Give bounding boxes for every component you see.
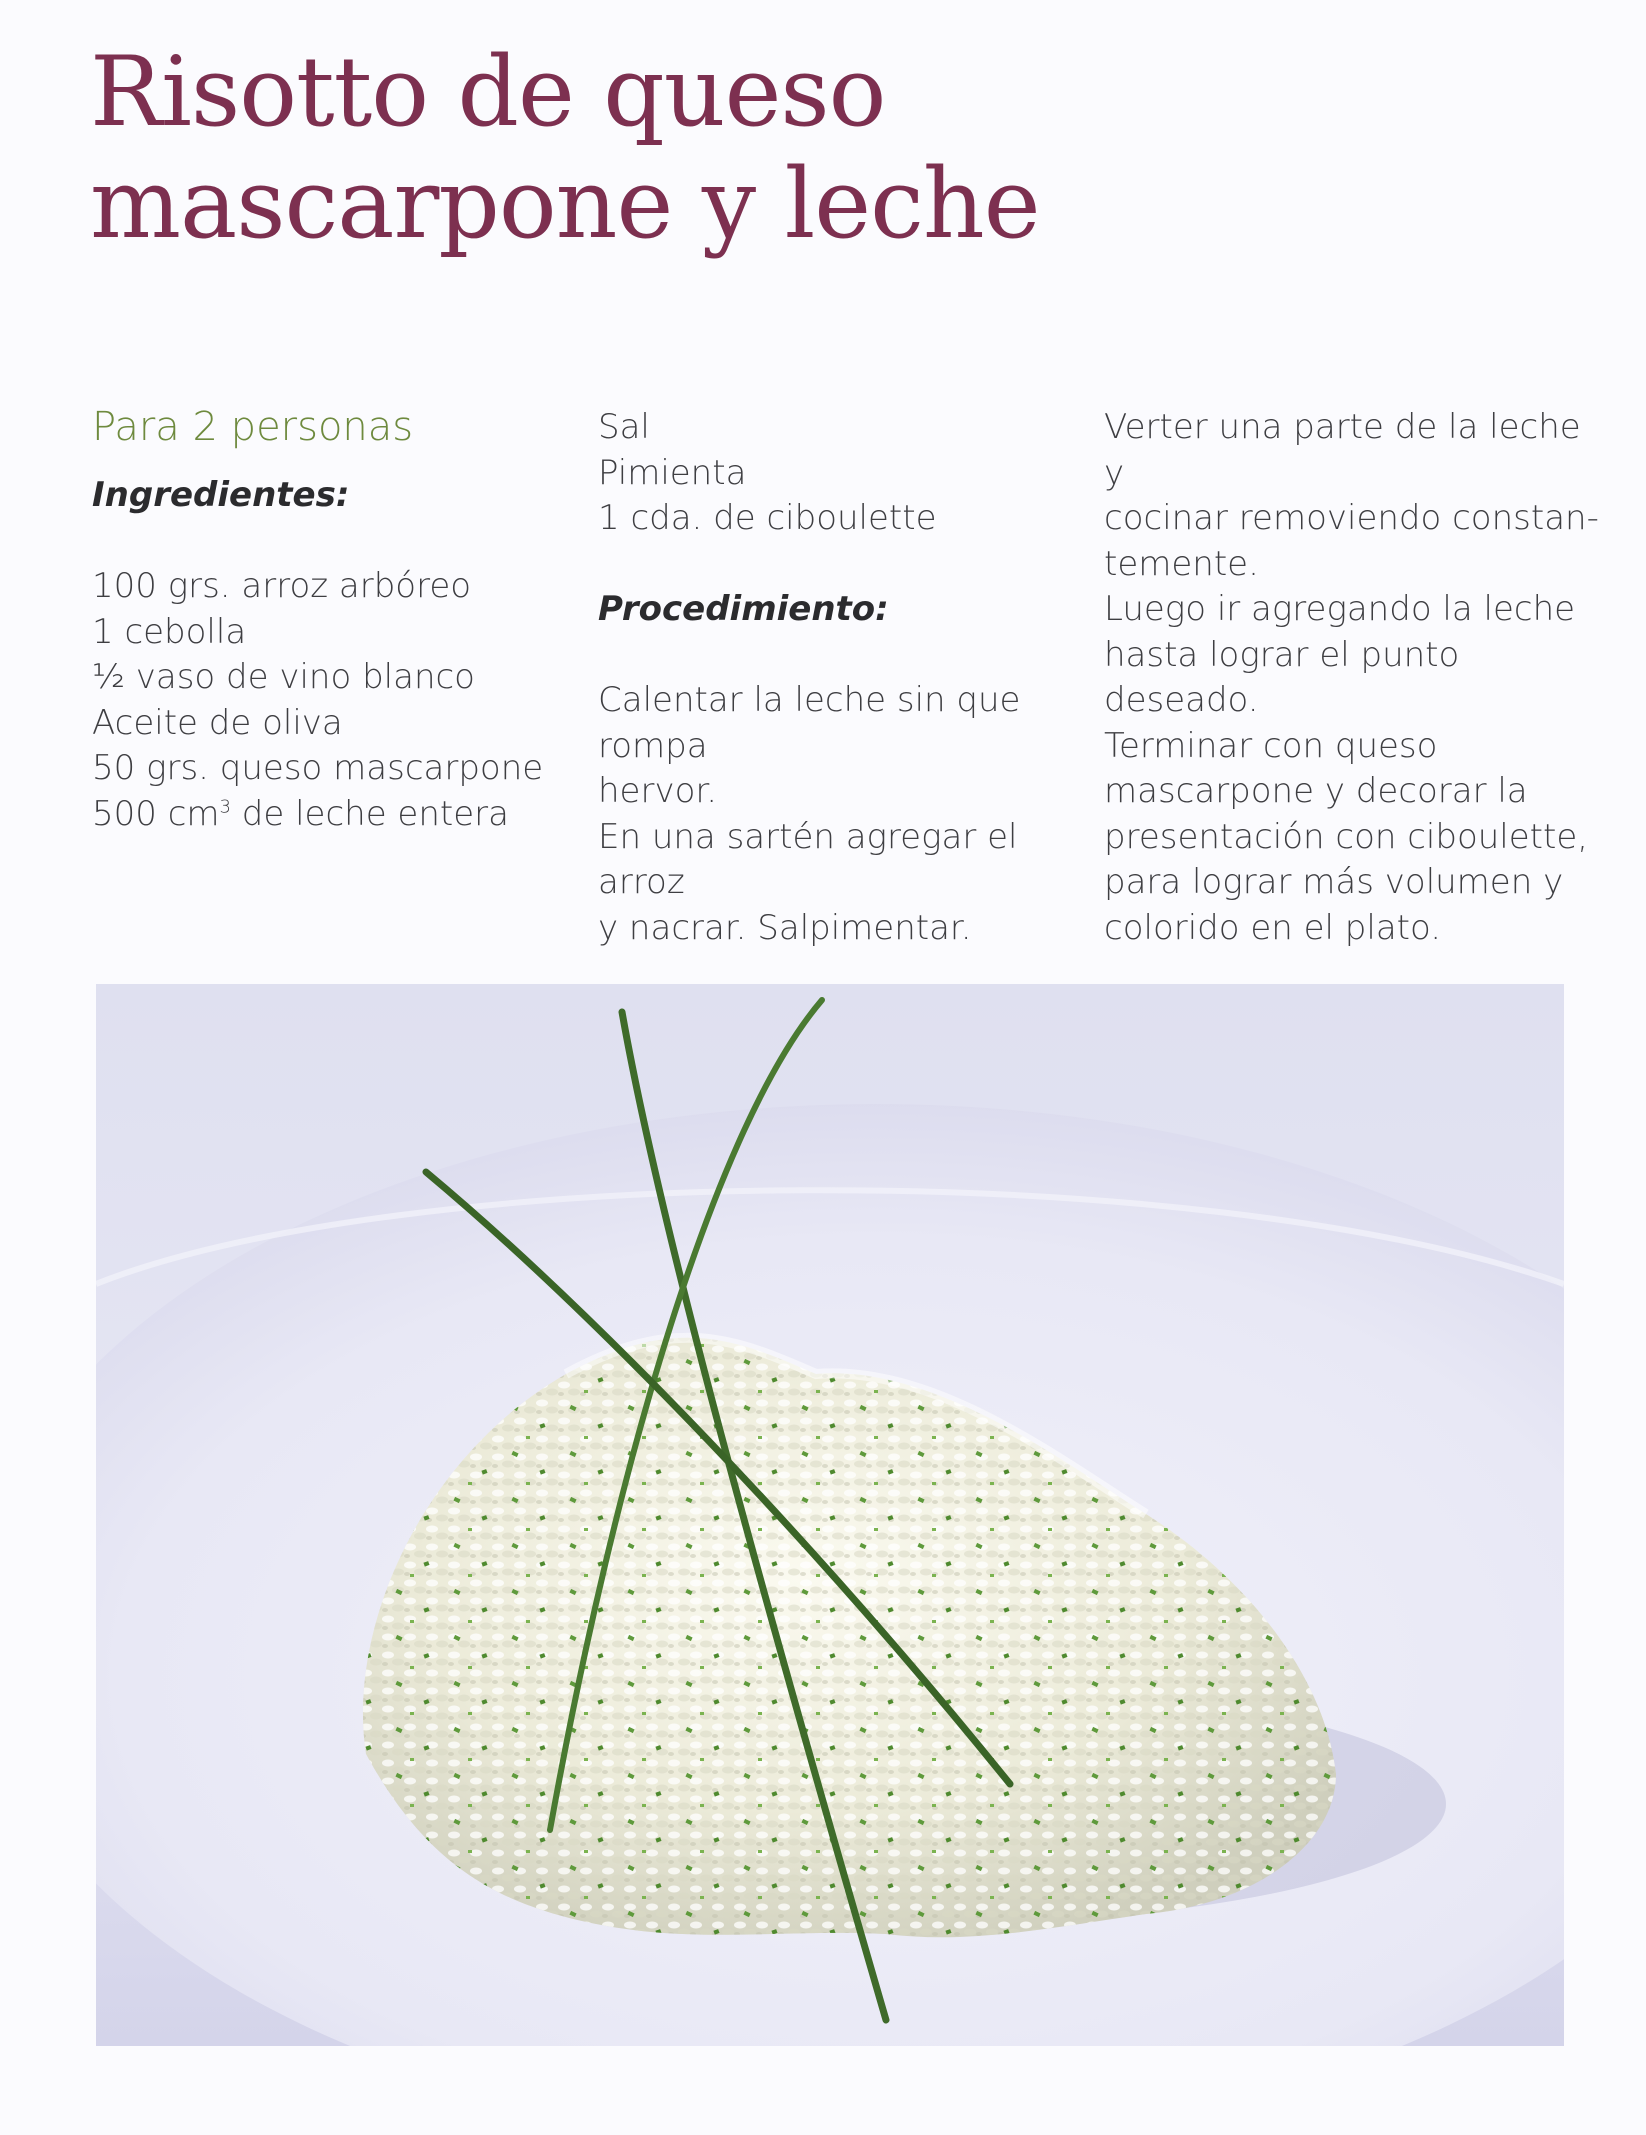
ingredient-item	[92, 792, 552, 838]
servings-label: Para 2 personas	[92, 404, 414, 450]
procedure-line: mascarpone y decorar la	[1104, 771, 1528, 811]
procedure-line: presentación con ciboulette,	[1104, 816, 1589, 857]
ingredient-milk-amount: 500 cm	[92, 793, 220, 834]
ingredient-item: Sal	[598, 407, 650, 447]
procedure-line: hervor.	[598, 771, 718, 811]
procedure-line: Terminar con queso	[1104, 725, 1438, 766]
ingredient-item: 100 grs. arroz arbóreo	[92, 566, 472, 606]
procedure-line: Calentar la leche sin que rompa	[598, 680, 1021, 766]
risotto-photo	[96, 984, 1564, 2046]
procedure-line: En una sartén agregar el arroz	[598, 816, 1018, 902]
procedure-line: para lograr más volumen y	[1104, 862, 1564, 902]
procedure-line: hasta lograr el punto deseado.	[1104, 634, 1460, 720]
cubic-exponent: 3	[219, 796, 231, 818]
ingredient-item: Aceite de oliva	[92, 702, 343, 743]
ingredient-milk-name: de leche entera	[230, 793, 509, 834]
recipe-title-line-1: Risotto de queso	[90, 36, 886, 148]
ingredient-item: 50 grs. queso mascarpone	[92, 748, 544, 788]
ingredient-item: ½ vaso de vino blanco	[92, 657, 475, 697]
procedure-line: colorido en el plato.	[1104, 907, 1442, 948]
procedure-heading: Procedimiento:	[598, 589, 889, 629]
procedure-line: temente.	[1104, 543, 1259, 584]
ingredient-item: 1 cda. de ciboulette	[598, 498, 937, 538]
procedure-line: cocinar removiendo constan-	[1104, 498, 1599, 538]
procedure-column-2	[1104, 405, 1604, 951]
recipe-title	[90, 36, 1040, 260]
ingredient-item: Pimienta	[598, 452, 747, 493]
ingredients-heading: Ingredientes:	[92, 475, 350, 515]
procedure-text	[598, 678, 1078, 951]
ingredients-list	[92, 564, 552, 837]
procedure-column-1	[598, 405, 1078, 951]
recipe-title-line-2: mascarpone y leche	[90, 148, 1040, 260]
ingredient-item: 1 cebolla	[92, 611, 247, 652]
ingredients-list-continued	[598, 405, 1078, 542]
procedure-line: Verter una parte de la leche y	[1104, 407, 1581, 493]
procedure-line: Luego ir agregando la leche	[1104, 589, 1576, 629]
ingredients-column	[92, 405, 552, 837]
procedure-line: y nacrar. Salpimentar.	[598, 907, 972, 948]
procedure-text	[1104, 405, 1604, 951]
risotto-illustration	[96, 984, 1564, 2046]
